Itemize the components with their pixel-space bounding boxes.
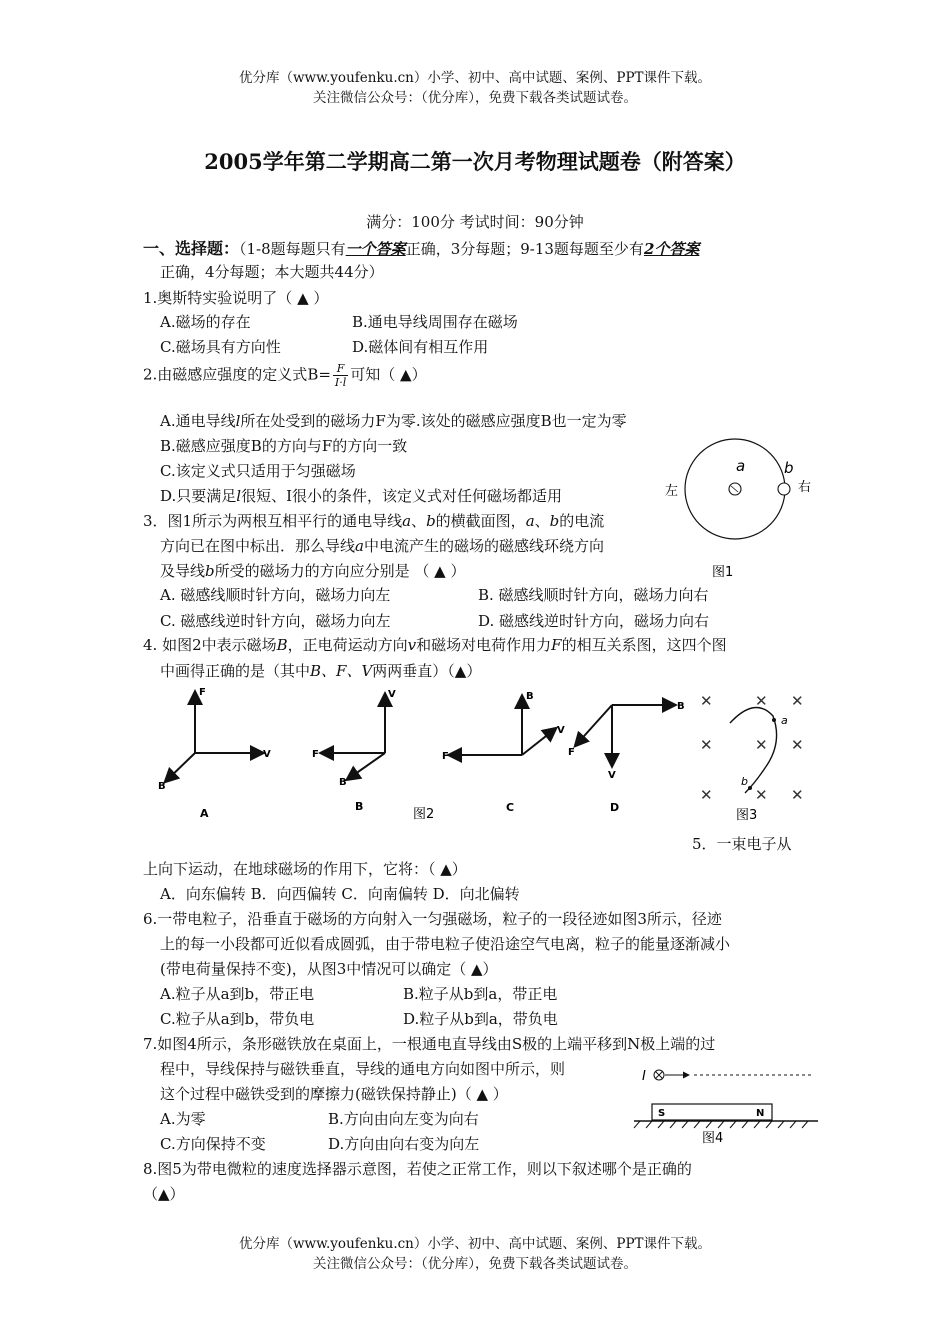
fig2-caption: 图2 [413,807,435,822]
q3-line-1: 3．图1所示为两根互相平行的通电导线a、b的横截面图，a、b的电流 [143,512,605,530]
particle-trajectory [730,707,777,793]
q2-option-a: A.通电导线l所在处受到的磁场力F为零.该处的磁感应强度B也一定为零 [160,412,627,430]
fig3-label-a: a [781,714,788,727]
q6-option-d: D.粒子从b到a，带负电 [403,1010,558,1028]
fig2-label-d: D [610,801,620,814]
section-1-instructions: 一、选择题：（1-8题每题只有一个答案正确，3分每题；9-13题每题至少有2个答案 [143,239,700,258]
q6-option-a: A.粒子从a到b，带正电 [160,985,315,1003]
figure-3 [695,688,815,828]
svg-text:✕: ✕ [700,786,713,804]
svg-text:V: V [557,725,565,736]
svg-text:F: F [312,749,319,760]
svg-text:F: F [199,687,206,698]
q4-line-1: 4. 如图2中表示磁场B，正电荷运动方向v和磁场对电荷作用力F的相互关系图，这四个图 [143,636,727,654]
svg-text:F: F [568,747,575,758]
magnet-n-label: N [756,1108,765,1119]
wire-b-icon [778,483,790,495]
svg-text:✕: ✕ [755,736,768,754]
q7-line-3: 这个过程中磁铁受到的摩擦力(磁铁保持静止)（ ▲ ） [160,1085,508,1103]
svg-text:✕: ✕ [791,786,804,804]
fig2-panel-c [442,691,565,814]
fig3-label-b: b [741,775,748,788]
figure-2 [150,685,690,825]
definition-fraction: $\frac{F}{I\cdot l}$ [334,362,347,389]
svg-text:B: B [526,691,534,702]
magnet-s-label: S [658,1108,666,1119]
section-1-instructions-line-2: 正确，4分每题；本大题共44分） [160,263,384,281]
bar-magnet [652,1104,772,1120]
q1-option-b: B.通电导线周围存在磁场 [352,313,518,331]
svg-text:✕: ✕ [791,692,804,710]
svg-text:V: V [388,689,396,700]
fig2-label-a: A [200,807,209,820]
q2-option-c: C.该定义式只适用于匀强磁场 [160,462,356,480]
svg-text:✕: ✕ [755,786,768,804]
svg-text:F: F [442,751,449,762]
fig2-panel-b [312,689,396,813]
q7-line-2: 程中，导线保持与磁铁垂直，导线的通电方向如图中所示，则 [160,1060,566,1078]
svg-text:V: V [263,749,271,760]
q8-line-1: 8.图5为带电微粒的速度选择器示意图，若使之正常工作，则以下叙述哪个是正确的 [143,1160,692,1178]
q5-line-2: 上向下运动，在地球磁场的作用下，它将：（ ▲） [143,860,467,878]
q7-option-a: A.为零 [160,1110,206,1128]
q2-option-b: B.磁感应强度B的方向与F的方向一致 [160,437,408,455]
q3-line-2: 方向已在图中标出．那么导线a中电流产生的磁场的磁感线环绕方向 [160,537,604,555]
fig1-label-b: b [784,459,794,477]
q5-line-1: 5．一束电子从 [692,835,792,853]
q7-option-c: C.方向保持不变 [160,1135,266,1153]
q2-option-d: D.只要满足l很短、I很小的条件，该定义式对任何磁场都适用 [160,487,563,505]
fig1-label-left: 左 [665,484,679,499]
exam-info: 满分：100分 考试时间：90分钟 [366,213,584,231]
svg-text:✕: ✕ [700,736,713,754]
q6-option-b: B.粒子从b到a，带正电 [403,985,558,1003]
svg-text:V: V [608,770,616,781]
footer-line-2: 关注微信公众号：（优分库），免费下载各类试题试卷。 [313,1256,637,1272]
figure-1 [660,436,820,586]
fig3-caption: 图3 [736,808,758,823]
q6-line-1: 6.一带电粒子，沿垂直于磁场的方向射入一匀强磁场，粒子的一段径迹如图3所示，径迹 [143,910,722,928]
q7-line-1: 7.如图4所示，条形磁铁放在桌面上，一根通电直导线由S极的上端平移到N极上端的过 [143,1035,716,1053]
q3-line-3: 及导线b所受的磁场力的方向应分别是 （ ▲ ） [160,562,466,580]
fig2-panel-d [568,701,685,814]
fig4-current-label: I [642,1069,646,1084]
header-line-1: 优分库（www.youfenku.cn）小学、初中、高中试题、案例、PPT课件下载。 [238,70,712,86]
q3-option-c: C. 磁感线逆时针方向，磁场力向左 [160,612,391,630]
q7-option-b: B.方向由向左变为向右 [328,1110,479,1128]
q3-option-a: A. 磁感线顺时针方向，磁场力向左 [160,586,391,604]
q3-option-b: B. 磁感线顺时针方向，磁场力向右 [478,586,709,604]
fig1-label-right: 右 [798,480,812,495]
figure-4 [632,1062,822,1152]
q7-option-d: D.方向由向右变为向左 [328,1135,480,1153]
svg-text:✕: ✕ [791,736,804,754]
q6-line-2: 上的每一小段都可近似看成圆弧，由于带电粒子使沿途空气电离，粒子的能量逐渐减小 [160,935,731,953]
q5-options: A．向东偏转 B．向西偏转 C．向南偏转 D．向北偏转 [160,885,520,903]
svg-text:B: B [158,781,166,792]
q6-line-3: (带电荷量保持不变)，从图3中情况可以确定（ ▲） [160,960,498,978]
q1-option-a: A.磁场的存在 [160,313,251,331]
q1-option-d: D.磁体间有相互作用 [352,338,489,356]
header-line-2: 关注微信公众号：（优分库），免费下载各类试题试卷。 [313,90,637,106]
q3-option-d: D. 磁感线逆时针方向，磁场力向右 [478,612,710,630]
page-title: 2005学年第二学期高二第一次月考物理试题卷（附答案） [204,149,746,174]
svg-text:B: B [677,701,685,712]
q1-stem: 1.奥斯特实验说明了（ ▲ ） [143,289,329,307]
q6-option-c: C.粒子从a到b，带负电 [160,1010,315,1028]
table-hatching [634,1121,808,1128]
svg-text:B: B [339,777,347,788]
fig1-caption: 图1 [712,565,734,580]
svg-text:✕: ✕ [755,692,768,710]
section-1-heading: 一、选择题： [143,239,240,258]
q2-stem: 2.由磁感应强度的定义式B= $\frac{F}{I\cdot l}$ 可知（ ▲） [143,362,427,389]
fig2-label-b: B [355,800,364,813]
q1-option-c: C.磁场具有方向性 [160,338,281,356]
svg-text:✕: ✕ [700,692,713,710]
fig1-label-a: a [736,457,746,475]
footer-line-1: 优分库（www.youfenku.cn）小学、初中、高中试题、案例、PPT课件下载。 [238,1236,712,1252]
q8-line-2: （▲） [143,1185,185,1203]
fig2-label-c: C [506,801,515,814]
q4-line-2: 中画得正确的是（其中B、F、V两两垂直）（▲） [160,662,482,680]
fig4-caption: 图4 [702,1131,724,1146]
fig2-panel-a [158,687,271,820]
